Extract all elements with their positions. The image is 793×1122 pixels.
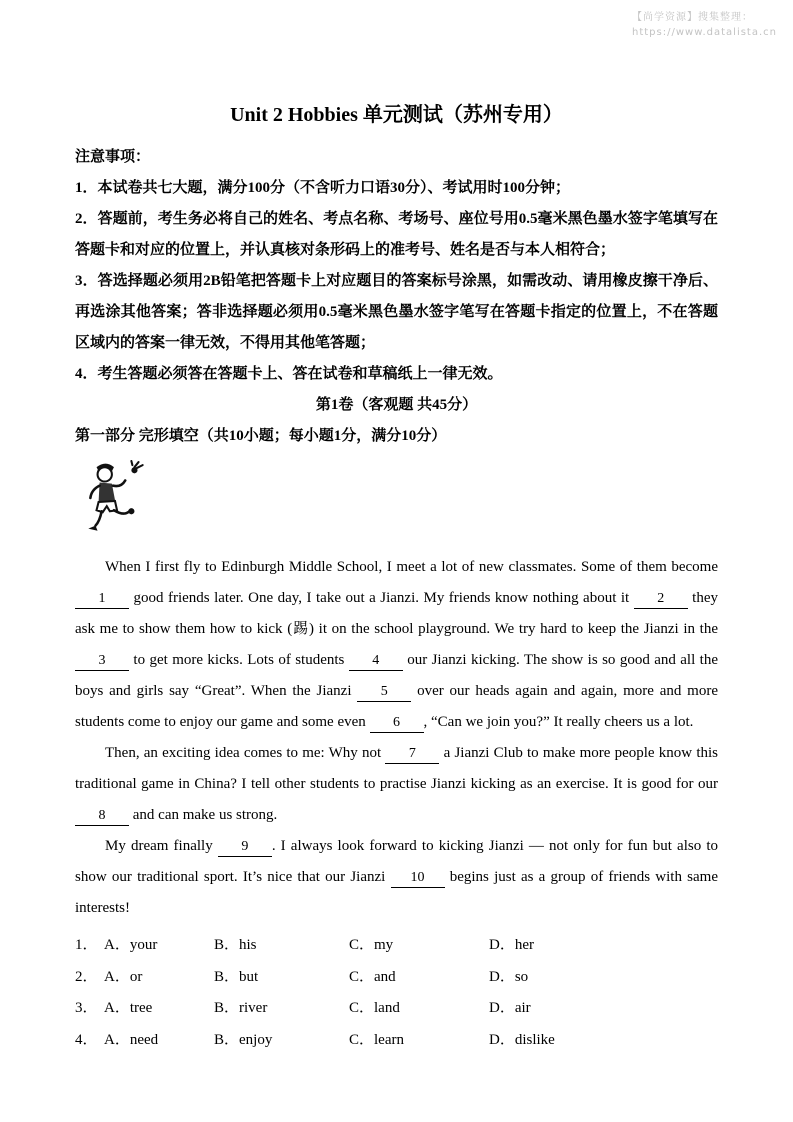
answer-option: C．land	[349, 1000, 400, 1016]
question-number: 4．	[75, 1031, 98, 1048]
part-header: 第一部分 完形填空（共10小题；每小题1分，满分10分）	[75, 428, 447, 444]
answer-option: D．her	[489, 937, 534, 953]
watermark-url: https://www.datalista.cn	[632, 27, 777, 38]
cloze-blank-2: 2	[634, 590, 688, 609]
answer-option: A．tree	[104, 1000, 153, 1016]
notice-item-2: 2．答题前，考生务必将自己的姓名、考点名称、考场号、座位号用0.5毫米黑色墨水签字笔填写在答题卡和对应的位置上，并认真核对条形码上的准考号、姓名是否与本人相符合；	[75, 211, 718, 258]
cloze-blank-10: 10	[391, 869, 445, 888]
answer-option: B．but	[214, 968, 259, 985]
question-row-4	[75, 1025, 718, 1057]
cloze-passage	[75, 552, 718, 924]
cloze-options	[75, 930, 718, 1056]
answer-option: D．air	[489, 1000, 531, 1016]
notice-header: 注意事项：	[75, 149, 151, 165]
answer-option: A．need	[104, 1031, 159, 1048]
cloze-blank-4: 4	[349, 652, 403, 671]
answer-option: B．river	[214, 1000, 268, 1016]
section-header: 第1卷（客观题 共45分）	[315, 397, 478, 413]
cloze-blank-7: 7	[385, 745, 439, 764]
question-row-1	[75, 930, 718, 962]
question-row-2	[75, 962, 718, 994]
passage-paragraph: Then, an exciting idea comes to me: Why not 7 a Jianzi Club to make more people know this traditional game in China? I tell other students to practise Jianzi kicking as an exercise. It is good for our 8 and can make us strong.	[75, 738, 718, 831]
notice-item-4: 4．考生答题必须答在答题卡上、答在试卷和草稿纸上一律无效。	[75, 366, 503, 382]
watermark-source-text: 【尚学资源】搜集整理：	[632, 12, 753, 23]
answer-option: B．his	[214, 937, 257, 953]
notice-item-1: 1．本试卷共七大题，满分100分（不含听力口语30分）、考试用时100分钟；	[75, 180, 571, 196]
passage-paragraph: My dream finally 9 . I always look forward to kicking Jianzi — not only for fun but also to show our traditional sport. It’s nice that our Jianzi 10 begins just as a group of friends with same interests!	[75, 838, 718, 916]
question-number: 1．	[75, 937, 98, 953]
page-title: Unit 2 Hobbies 单元测试（苏州专用）	[230, 104, 563, 126]
question-number: 3．	[75, 1000, 98, 1016]
cloze-blank-3: 3	[75, 652, 129, 671]
watermark	[632, 10, 777, 40]
passage-paragraph: When I first fly to Edinburgh Middle School, I meet a lot of new classmates. Some of them become 1 good friends later. One day, I take out a Jianzi. My friends know nothing about it 2 they ask me to show them how to kick (踢) it on the school playground. We try hard to keep the Jianzi in the 3 to get more kicks. Lots of students 4 our Jianzi kicking. The show is so good and all the boys and girls say “Great”. When the Jianzi 5 over our heads again and again, more and more students come to enjoy our game and some even 6 , “Can we join you?” It really cheers us a lot.	[75, 552, 718, 738]
cloze-blank-1: 1	[75, 590, 129, 609]
answer-option: C．my	[349, 937, 394, 953]
cloze-blank-8: 8	[75, 807, 129, 826]
cloze-blank-6: 6	[370, 714, 424, 733]
notice-item-3: 3．答选择题必须用2B铅笔把答题卡上对应题目的答案标号涂黑，如需改动、请用橡皮擦干净后、再选涂其他答案；答非选择题必须用0.5毫米黑色墨水签字笔写在答题卡指定的位置上，不在答题区域内的答案一律无效，不得用其他笔答题；	[75, 273, 718, 351]
child-kicking-jianzi-image	[81, 460, 151, 542]
answer-option: D．so	[489, 968, 529, 985]
answer-option: D．dislike	[489, 1031, 555, 1048]
answer-option: C．and	[349, 968, 396, 985]
answer-option: A．or	[104, 968, 143, 985]
cloze-blank-9: 9	[218, 838, 272, 857]
answer-option: C．learn	[349, 1031, 404, 1048]
cloze-blank-5: 5	[357, 683, 411, 702]
answer-option: B．enjoy	[214, 1031, 273, 1048]
jianzi-kid-illustration-svg	[81, 460, 151, 542]
question-number: 2．	[75, 968, 98, 985]
answer-option: A．your	[104, 937, 158, 953]
question-row-3	[75, 993, 718, 1025]
